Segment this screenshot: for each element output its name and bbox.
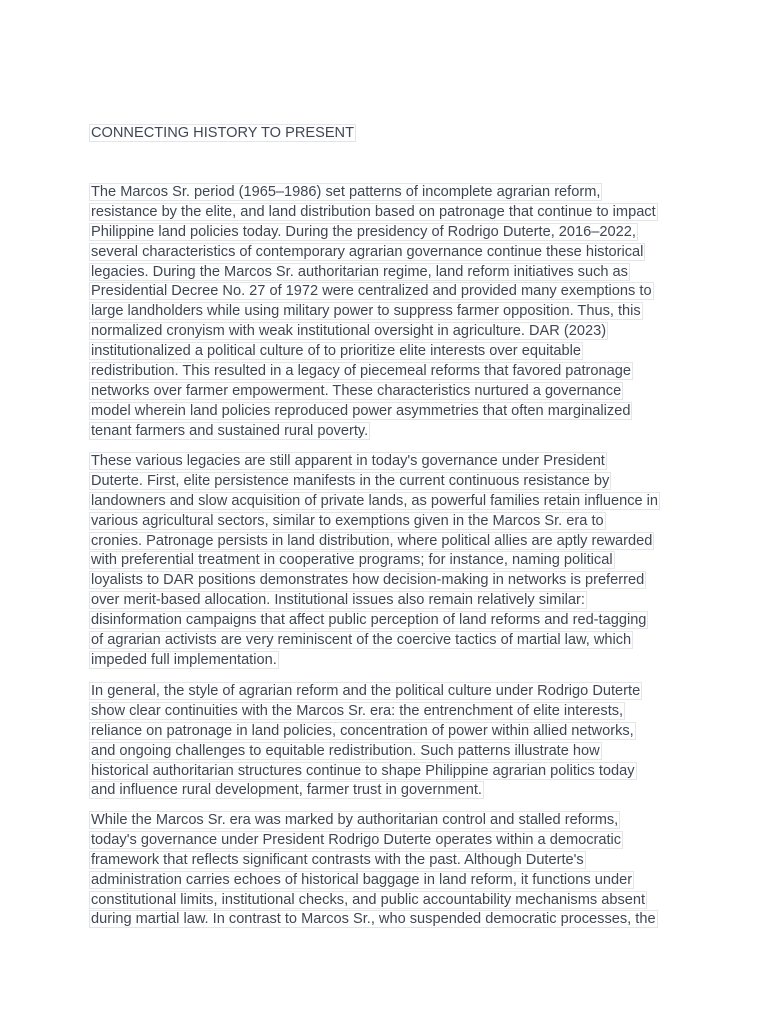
text-line-content: with preferential treatment in cooperative programs; for instance, naming political bbox=[91, 552, 613, 569]
text-line-content: tenant farmers and sustained rural poverty. bbox=[91, 422, 369, 439]
text-line bbox=[90, 571, 646, 591]
text-line bbox=[90, 910, 658, 930]
text-line-content: Philippine land policies today. During the presidency of Rodrigo Duterte, 2016–2022, bbox=[91, 223, 636, 240]
text-line bbox=[90, 591, 587, 611]
text-line bbox=[90, 682, 642, 702]
text-line-content: reliance on patronage in land policies, concentration of power within allied networks, bbox=[91, 722, 634, 739]
text-line bbox=[90, 651, 279, 671]
text-line-content: The Marcos Sr. period (1965–1986) set patterns of incomplete agrarian reform, bbox=[91, 184, 601, 200]
text-line bbox=[90, 263, 630, 283]
text-line-content: impeded full implementation. bbox=[91, 651, 277, 668]
text-line-content: legacies. During the Marcos Sr. authoritarian regime, land reform initiatives such as bbox=[91, 263, 628, 280]
text-line-content: during martial law. In contrast to Marcos Sr., who suspended democratic processes, the bbox=[91, 911, 656, 928]
text-line bbox=[90, 472, 611, 492]
text-line-content: constitutional limits, institutional checks, and public accountability mechanisms absent bbox=[91, 891, 646, 908]
text-line bbox=[90, 382, 623, 402]
text-line bbox=[90, 282, 654, 302]
text-line-content: Duterte. First, elite persistence manifests in the current continuous resistance by bbox=[91, 472, 610, 489]
text-line-content: various agricultural sectors, similar to exemptions given in the Marcos Sr. era to bbox=[91, 512, 604, 529]
text-line bbox=[90, 342, 583, 362]
text-line bbox=[90, 611, 648, 631]
text-line bbox=[90, 722, 636, 742]
text-line-content: networks over farmer empowerment. These characteristics nurtured a governance bbox=[91, 382, 622, 399]
text-line bbox=[90, 492, 660, 512]
text-line-content: today's governance under President Rodrigo Duterte operates within a democratic bbox=[91, 831, 622, 848]
text-line-content: show clear continuities with the Marcos Sr. era: the entrenchment of elite interests, bbox=[91, 702, 624, 719]
text-line bbox=[90, 362, 633, 382]
text-line-content: Presidential Decree No. 27 of 1972 were centralized and provided many exemptions to bbox=[91, 283, 652, 300]
paragraph-1 bbox=[90, 183, 690, 442]
text-line bbox=[90, 452, 607, 472]
text-line-content: These various legacies are still apparent in today's governance under President bbox=[91, 453, 605, 469]
text-line-content: several characteristics of contemporary agrarian governance continue these historical bbox=[91, 243, 644, 260]
text-line-content: In general, the style of agrarian reform and the political culture under Rodrigo Duterte bbox=[91, 683, 641, 699]
text-line bbox=[90, 223, 638, 243]
text-line-content: disinformation campaigns that affect public perception of land reforms and red-tagging bbox=[91, 612, 647, 629]
text-line-content: administration carries echoes of historical baggage in land reform, it functions under bbox=[91, 871, 633, 888]
text-line bbox=[90, 183, 602, 203]
text-line bbox=[90, 781, 484, 801]
text-line-content: redistribution. This resulted in a legacy of piecemeal reforms that favored patronage bbox=[91, 363, 631, 380]
text-line-content: loyalists to DAR positions demonstrates how decision-making in networks is preferred bbox=[91, 572, 645, 589]
text-line-content: landowners and slow acquisition of private lands, as powerful families retain influence in bbox=[91, 492, 659, 509]
text-line-content: normalized cronyism with weak institutional oversight in agriculture. DAR (2023) bbox=[91, 323, 607, 340]
text-line-content: institutionalized a political culture of to prioritize elite interests over equitable bbox=[91, 343, 581, 360]
text-line bbox=[90, 702, 625, 722]
text-line-content: While the Marcos Sr. era was marked by authoritarian control and stalled reforms, bbox=[91, 812, 619, 828]
text-line-content: framework that reflects significant contrasts with the past. Although Duterte's bbox=[91, 851, 584, 868]
text-line-content: resistance by the elite, and land distribution based on patronage that continue to impact bbox=[91, 203, 656, 220]
text-line bbox=[90, 532, 654, 552]
text-line bbox=[90, 631, 633, 651]
text-line bbox=[90, 851, 586, 871]
text-line-content: cronies. Patronage persists in land distribution, where political allies are aptly rewarded bbox=[91, 532, 653, 549]
text-line-content: of agrarian activists are very reminiscent of the coercive tactics of martial law, which bbox=[91, 632, 632, 649]
text-line bbox=[90, 742, 602, 762]
text-line bbox=[90, 422, 370, 442]
text-line bbox=[90, 203, 658, 223]
text-line bbox=[90, 891, 647, 911]
section-heading bbox=[90, 123, 356, 143]
text-line bbox=[90, 512, 606, 532]
text-line-content: and influence rural development, farmer trust in government. bbox=[91, 782, 482, 799]
section-heading-text: CONNECTING HISTORY TO PRESENT bbox=[91, 125, 355, 141]
text-line bbox=[90, 831, 623, 851]
paragraph-3 bbox=[90, 682, 690, 801]
text-line-content: large landholders while using military power to suppress farmer opposition. Thus, this bbox=[91, 303, 641, 320]
text-line bbox=[90, 243, 645, 263]
paragraph-4 bbox=[90, 811, 690, 930]
text-line bbox=[90, 871, 634, 891]
text-line-content: model wherein land policies reproduced power asymmetries that often marginalized bbox=[91, 402, 631, 419]
text-line-content: historical authoritarian structures continue to shape Philippine agrarian politics today bbox=[91, 762, 635, 779]
text-line bbox=[90, 302, 643, 322]
text-line bbox=[90, 762, 637, 782]
text-line bbox=[90, 811, 620, 831]
text-line bbox=[90, 402, 632, 422]
text-line bbox=[90, 322, 608, 342]
text-line-content: and ongoing challenges to equitable redistribution. Such patterns illustrate how bbox=[91, 742, 600, 759]
text-line-content: over merit-based allocation. Institutional issues also remain relatively similar: bbox=[91, 592, 585, 609]
text-line bbox=[90, 551, 615, 571]
paragraph-2 bbox=[90, 452, 690, 671]
